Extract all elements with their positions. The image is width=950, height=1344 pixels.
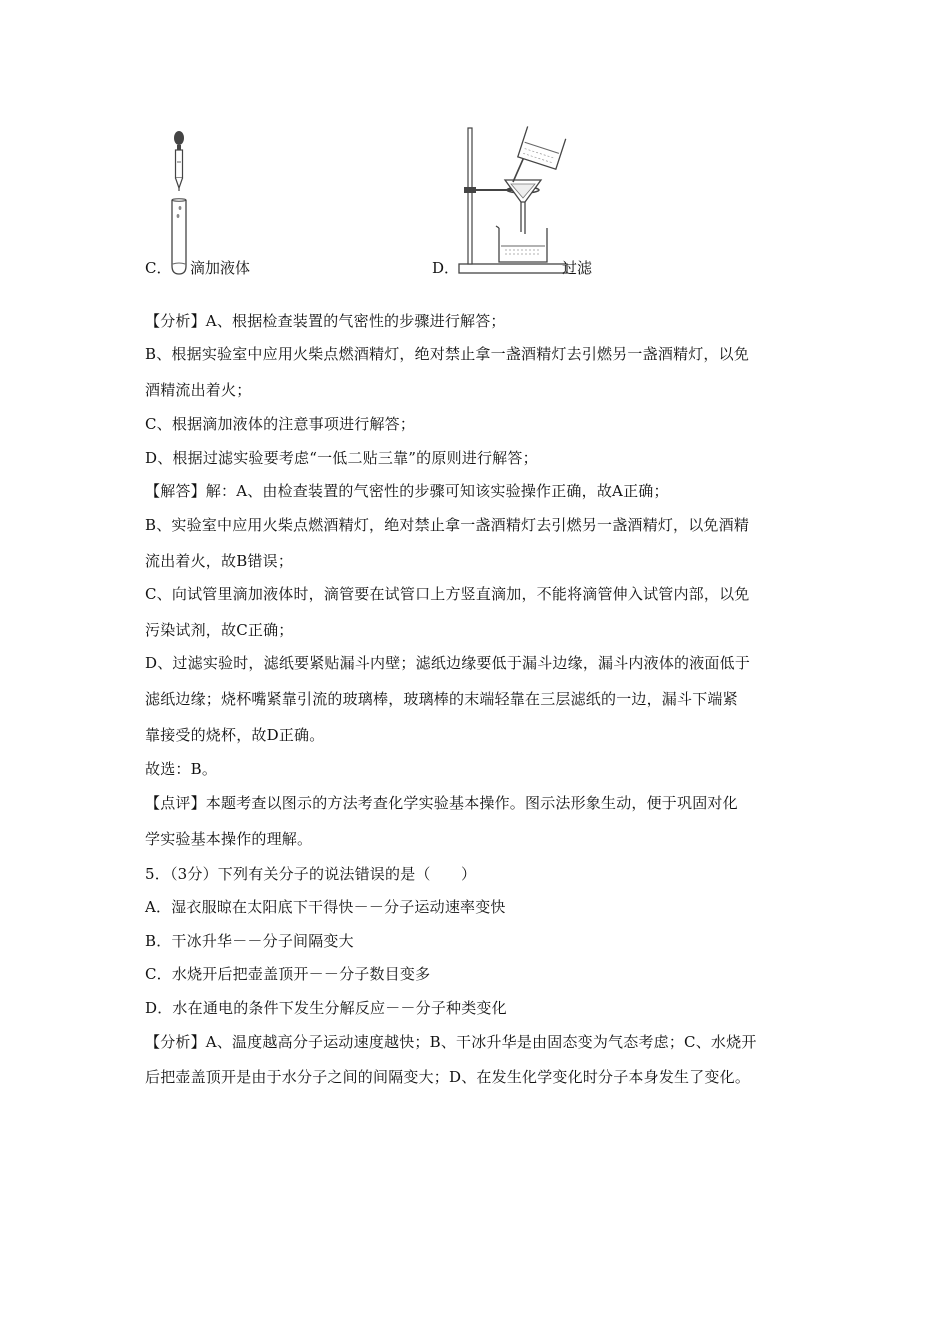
analysis-line: 酒精流出着火； — [145, 381, 252, 399]
analysis-line: B、根据实验室中应用火柴点燃酒精灯，绝对禁止拿一盏酒精灯去引燃另一盏酒精灯，以免 — [145, 345, 750, 363]
receiving-beaker — [499, 228, 547, 262]
filtration-apparatus-figure — [455, 124, 575, 276]
liquid-drop — [179, 206, 182, 210]
figure-d-letter: D． — [432, 259, 460, 277]
stand-base — [459, 264, 567, 273]
dropper-barrel — [176, 150, 183, 178]
answer-line: 污染试剂，故C正确； — [145, 621, 294, 639]
option-d: D．水在通电的条件下发生分解反应－－分子种类变化 — [145, 999, 507, 1017]
answer-line: B、实验室中应用火柴点燃酒精灯，绝对禁止拿一盏酒精灯去引燃另一盏酒精灯，以免酒精 — [145, 516, 750, 534]
answer-line: 靠接受的烧杯，故D正确。 — [145, 726, 325, 744]
answer-line: C、向试管里滴加液体时，滴管要在试管口上方竖直滴加，不能将滴管伸入试管内部，以免 — [145, 585, 750, 603]
analysis-line: C、根据滴加液体的注意事项进行解答； — [145, 415, 416, 433]
question-stem: 5．（3分）下列有关分子的说法错误的是（ ） — [145, 865, 477, 883]
analysis-line: 【分析】A、根据检查装置的气密性的步骤进行解答； — [145, 312, 506, 330]
option-c: C．水烧开后把壶盖顶开－－分子数目变多 — [145, 965, 431, 983]
comment-line: 【点评】本题考查以图示的方法考查化学实验基本操作。图示法形象生动，便于巩固对化 — [145, 794, 738, 812]
dropper-test-tube-figure — [160, 128, 200, 276]
figure-d-label: 过滤 — [562, 259, 593, 277]
answer-line: 滤纸边缘；烧杯嘴紧靠引流的玻璃棒，玻璃棒的末端轻靠在三层滤纸的一边，漏斗下端紧 — [145, 690, 738, 708]
figure-c-label: 滴加液体 — [190, 259, 251, 277]
dropper-bulb — [174, 131, 184, 145]
answer-line: 流出着火，故B错误； — [145, 552, 294, 570]
option-a: A．湿衣服晾在太阳底下干得快－－分子运动速率变快 — [145, 898, 506, 916]
answer-line: 【解答】解：A、由检查装置的气密性的步骤可知该实验操作正确，故A正确； — [145, 482, 669, 500]
final-choice-line: 故选：B。 — [145, 760, 218, 778]
pouring-beaker — [518, 126, 566, 169]
analysis-line: 后把壶盖顶开是由于水分子之间的间隔变大；D、在发生化学变化时分子本身发生了变化。 — [145, 1068, 751, 1086]
comment-line: 学实验基本操作的理解。 — [145, 830, 313, 848]
figure-c-letter: C． — [145, 259, 172, 277]
analysis-line: 【分析】A、温度越高分子运动速度越快；B、干冰升华是由固态变为气态考虑；C、水烧开 — [145, 1033, 757, 1051]
analysis-line: D、根据过滤实验要考虑“一低二贴三靠”的原则进行解答； — [145, 449, 538, 467]
stand-rod — [468, 128, 472, 264]
answer-line: D、过滤实验时，滤纸要紧贴漏斗内壁；滤纸边缘要低于漏斗边缘，漏斗内液体的液面低于 — [145, 654, 751, 672]
option-b: B．干冰升华－－分子间隔变大 — [145, 932, 354, 950]
